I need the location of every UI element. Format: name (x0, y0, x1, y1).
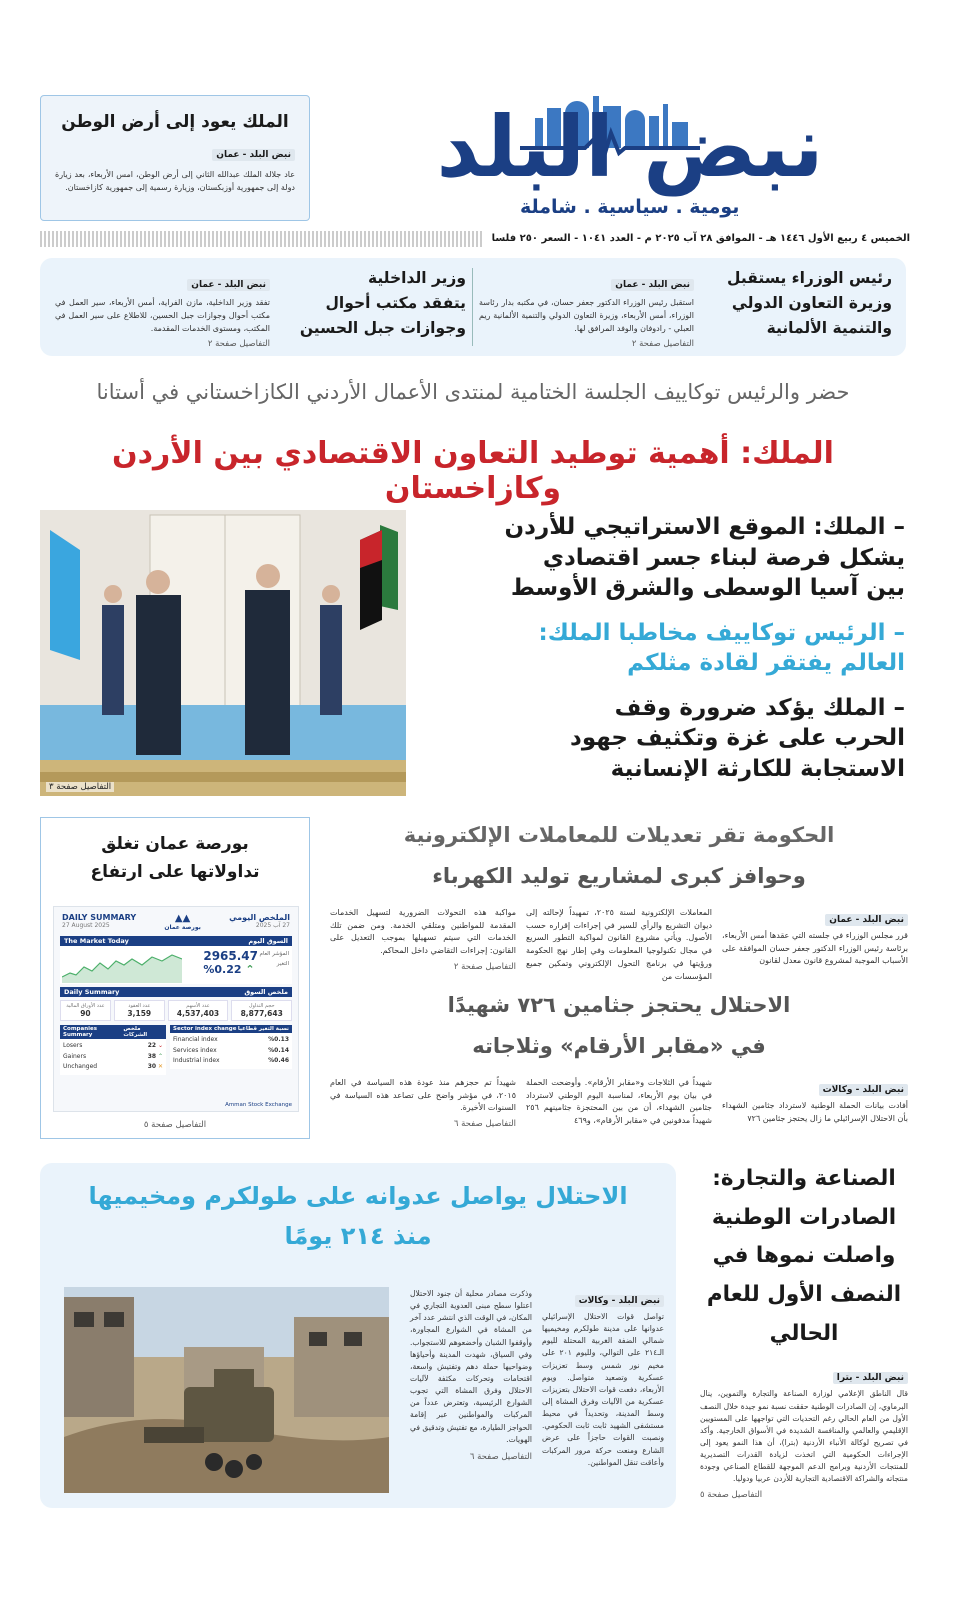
gov-col-3: مواكبة هذه التحولات الضرورية لتسهيل الخدمات المقدمة للمواطنين ومتلقي الخدمة. ومن ضمن تلك الخدمات التي سيتم تسهيلها بموجب التعديل على القانون: إجراءات التقاضي داخل المحاكم. (330, 907, 516, 956)
bodies-col-2: شهيداً في الثلاجات و«مقابر الأرقام». وأوضحت الحملة في بيان يوم الأربعاء، لمناسبة اليوم الوطني لاسترداد جثامين الشهداء، أن من بين المحتجزة جثامينهم ٢٥٦ شهيداً مدفونين في «مقابر الأرقام»، و٤٦٩ (526, 1077, 712, 1126)
source-tag: نبض البلد - وكالات (575, 1295, 664, 1307)
lead-headline[interactable]: الملك: أهمية توطيد التعاون الاقتصادي بين الأردن وكازاخستان (112, 436, 834, 506)
source-tag: نبض البلد - عمان (187, 279, 270, 291)
bullet-line: العالم يفتقر لقادة مثلكم (627, 650, 905, 677)
bullet-line: الاستجابة للكارثة الإنسانية (610, 756, 905, 783)
industry-more[interactable]: التفاصيل صفحة ٥ (700, 1489, 763, 1500)
stat-label: حجم التداول (248, 1003, 275, 1009)
top-stories-box (40, 258, 906, 356)
companies-en: Companies Summary (63, 1026, 97, 1038)
gov-title-2: وحوافز كبرى لمشاريع توليد الكهرباء (432, 863, 806, 888)
gov-more[interactable]: التفاصيل صفحة ٢ (453, 962, 516, 973)
unchanged-icon: ✕ (158, 1063, 164, 1070)
bullet-strategic[interactable] (427, 512, 905, 604)
story-interior-title-2: يتفقد مكتب أحوال (325, 293, 466, 312)
dateline: الخميس ٤ ربيع الأول ١٤٤٦ هـ - الموافق ٢٨ آب ٢٠٢٥ م - العدد ١٠٤١ - السعر ٢٥٠ فلسا (484, 231, 910, 247)
index-value: 2965.47 (203, 949, 258, 963)
stat-value: 4,537,403 (176, 1009, 220, 1018)
bodies-col-1: أفادت بيانات الحملة الوطنية لاسترداد جثامين الشهداء بأن الاحتلال الإسرائيلي ما زال يحتجز جثامين ٧٢٦ (722, 1100, 908, 1123)
up-arrow-icon: ⌃ (245, 963, 255, 976)
story-pm-title-3: والتنمية الألمانية (766, 318, 892, 337)
tulkarm-photo (64, 1287, 389, 1493)
bodies-story[interactable] (330, 985, 908, 1130)
stat-value: 90 (80, 1009, 91, 1018)
card-heading-ar: الملخص اليومي (229, 913, 290, 922)
source-tag: نبض البلد - عمان (825, 914, 908, 926)
companies-label: Gainers (63, 1052, 87, 1060)
bullet-line: الحرب على غزة وتكثيف جهود (570, 725, 905, 752)
bodies-more[interactable]: التفاصيل صفحة ٦ (453, 1119, 516, 1130)
industry-title-2: الصادرات الوطنية (711, 1204, 897, 1230)
sectors-en: Sector index change (173, 1026, 237, 1032)
bullet-line: – الرئيس توكاييف مخاطبا الملك: (538, 619, 905, 646)
up-arrow-icon: ⌃ (158, 1052, 164, 1060)
industry-title-1: الصناعة والتجارة: (712, 1166, 896, 1191)
companies-label: Unchanged (63, 1063, 98, 1070)
story-interior-body: تفقد وزير الداخلية، مازن الفراية، أمس الأربعاء، سير العمل في مكتب أحوال وجوازات جبل الحسين، للاطلاع على سير العمل في المكتب، ومستوى الخدمات المقدمة. (55, 298, 270, 333)
bodies-title-1: الاحتلال يحتجز جثامين ٧٢٦ شهيدًا (447, 993, 791, 1017)
exchange-name: بورصة عمان (164, 924, 201, 931)
lead-photo (40, 510, 406, 796)
summary-en: Daily Summary (64, 988, 120, 996)
card-date-en: 27 August 2025 (62, 922, 110, 929)
story-interior[interactable] (52, 266, 466, 352)
divider (472, 268, 473, 346)
companies-value: 38 (147, 1052, 157, 1060)
bullet-line: بين آسيا الوسطى والشرق الأوسط (510, 575, 905, 602)
industry-body: قال الناطق الإعلامي لوزارة الصناعة والتجارة والتموين، ينال البرماوي، إن الصادرات الوطنية حققت نسبة نمو جيدة خلال النصف الأول من العام الحالي رغم التحديات التي تواجهها على المستويين الإقليمي والعالمي والمنافسة الشديدة في الأسواق الخارجية. وأكد في تصريح لوكالة الأنباء الأردنية (بترا)، أن هذا النمو يعود إلى الإجراءات الحكومية التي اتخذت لزيادة القدرات التصديرية للمنتجات الأردنية وبرامج الدعم الموجهة للقطاع الصناعي وجودة منتجاته والشراكة الاقتصادية التجارية للأردن عربيا ودوليا. (700, 1389, 908, 1484)
source-tag: نبض البلد - بترا (833, 1372, 908, 1384)
tulkarm-col-2: وذكرت مصادر محلية أن جنود الاحتلال اعتلوا سطح مبنى العدوية التجاري في المكان، في الوقت الذي انتشر عدد آخر من المشاة في الشوارع المجاورة، وأوقفوا الشبان وأخضعوهم للاستجواب. وفي السياق، شهدت المدينة وأحياؤها وضواحيها حملة دهم وتفتيش واسعة، اقتحامات وتحركات مكثفة لآليات الاحتلال وفرق المشاة التي تجوب الشوارع الرئيسية، وتعترض عدداً من المركبات والمواطنين عبر إقامة الحواجز الطيارة، مع تفتيش وتدقيق في الهويات. (410, 1289, 532, 1444)
story-pm-more[interactable]: التفاصيل صفحة ٢ (631, 339, 694, 350)
industry-title-3: واصلت نموها في (712, 1243, 896, 1269)
sector-label: Services index (173, 1046, 217, 1054)
stat-label: عدد الأسهم (186, 1003, 210, 1009)
bullet-line: يشكل فرصة لبناء جسر اقتصادي (542, 544, 905, 571)
card-date-ar: 27 آب 2025 (255, 922, 290, 929)
story-pm-title-1: رئيس الوزراء يستقبل (727, 269, 892, 287)
companies-value: 22 (147, 1042, 157, 1049)
tagline: يومية . سياسية . شاملة (520, 196, 740, 218)
tulkarm-box (40, 1163, 676, 1508)
bulldozer-ruins-illustration (64, 1287, 389, 1493)
tulkarm-title-1[interactable]: الاحتلال يواصل عدوانه على طولكرم ومخيميها (88, 1182, 628, 1210)
bullet-line: – الملك: الموقع الاستراتيجي للأردن (504, 514, 905, 540)
gov-title-1: الحكومة تقر تعديلات للمعاملات الإلكترونية (403, 823, 835, 847)
story-interior-title-1: وزير الداخلية (367, 269, 466, 287)
sector-label: Industrial index (173, 1057, 220, 1064)
gov-col-1: قرر مجلس الوزراء في جلسته التي عقدها أمس الأربعاء، برئاسة رئيس الوزراء الدكتور جعفر حسان الموافقة على الأسباب الموجبة لمشروع قانون معدل لقانون (722, 930, 908, 966)
bullet-gaza[interactable] (427, 693, 905, 785)
bourse-box (40, 817, 310, 1139)
stat-label: عدد العقود (128, 1003, 151, 1009)
bodies-col-3: شهيداً تم حجزهم منذ عودة هذه السياسة في العام ٢٠١٥، في مؤشر واضح على تصاعد هذه السياسة في السنوات الأخيرة. (330, 1077, 516, 1113)
story-pm-body: استقبل رئيس الوزراء الدكتور جعفر حسان، في مكتبه بدار رئاسة الوزراء، أمس الأربعاء، وزيرة التعاون الدولي والتنمية الألمانية ريم العبلي - رادوفان والوفد المرافق لها. (479, 298, 694, 333)
tulkarm-more[interactable]: التفاصيل صفحة ٦ (469, 1451, 532, 1462)
sectors-ar: نسبة التغير قطاعيا (237, 1026, 289, 1032)
companies-label: Losers (63, 1042, 83, 1049)
industry-title-5: الحالي (769, 1320, 839, 1346)
logo-text: نبض البلد (436, 98, 824, 196)
companies-ar: ملخص الشركات (123, 1026, 148, 1038)
bodies-title-2: في «مقابر الأرقام» وثلاجاته (472, 1033, 766, 1058)
top-left-news-box (40, 95, 310, 221)
sector-value: %0.13 (268, 1036, 289, 1043)
gov-story[interactable] (330, 815, 908, 981)
change-label: التغير (276, 960, 289, 967)
top-left-title[interactable]: الملك يعود إلى أرض الوطن (61, 112, 289, 132)
index-label: المؤشر العام (259, 951, 289, 957)
leaders-photo-illustration (40, 510, 406, 796)
card-heading-en: DAILY SUMMARY (62, 913, 137, 922)
down-arrow-icon: ⌄ (158, 1042, 164, 1049)
bullet-line: – الملك يؤكد ضرورة وقف (614, 694, 905, 721)
lead-bullets (427, 512, 905, 785)
card-footer: Amman Stock Exchange (225, 1102, 292, 1108)
source-tag: نبض البلد - وكالات (819, 1084, 908, 1096)
story-pm[interactable] (472, 266, 892, 352)
lead-photo-more[interactable]: التفاصيل صفحة ٣ (46, 782, 114, 792)
sector-label: Financial index (173, 1036, 218, 1043)
lead-kicker: حضر والرئيس توكاييف الجلسة الختامية لمنتدى الأعمال الأردني الكازاخستاني في أستانا (96, 380, 850, 404)
companies-value: 30 (147, 1063, 157, 1070)
bullet-tokayev[interactable] (427, 618, 905, 679)
gov-col-2: المعاملات الإلكترونية لسنة ٢٠٢٥، تمهيداً لإحالته إلى ديوان التشريع والرأي للسير في إجراءات إقراره حسب الأصول. ويأتي مشروع القانون لمواكبة التطور السريع في مجال تكنولوجيا المعلومات وفي إطار نهج الحكومة ورؤيتها في برنامج التحول الإلكتروني وتمكين جميع المؤسسات من (526, 907, 713, 981)
industry-story[interactable] (700, 1160, 908, 1510)
bourse-summary-card (53, 906, 299, 1112)
tulkarm-title-2[interactable]: منذ ٢١٤ يومًا (284, 1221, 432, 1250)
source-tag: نبض البلد - عمان (212, 149, 295, 161)
story-interior-more[interactable]: التفاصيل صفحة ٢ (207, 339, 270, 350)
source-tag: نبض البلد - عمان (611, 279, 694, 291)
top-left-body: عاد جلالة الملك عبدالله الثاني إلى أرض الوطن، امس الأربعاء، بعد زيارة دولة إلى جمهورية أوزبكستان، وزيارة رسمية إلى جمهورية كازاخستان. (55, 170, 295, 192)
market-sparkline (62, 947, 182, 983)
summary-ar: ملخص السوق (244, 988, 288, 996)
story-pm-title-2: وزيرة التعاون الدولي (731, 293, 892, 312)
bourse-more[interactable]: التفاصيل صفحة ٥ (143, 1120, 207, 1130)
stat-label: عدد الأوراق المالية (66, 1003, 105, 1009)
bourse-title-2[interactable]: تداولاتها على ارتفاع (90, 862, 260, 883)
masthead (340, 78, 920, 228)
sector-value: %0.14 (268, 1046, 289, 1054)
bourse-title-1[interactable]: بورصة عمان تغلق (101, 834, 249, 854)
index-change: %0.22 (203, 963, 242, 976)
market-today-ar: السوق اليوم (248, 937, 288, 945)
market-today-en: The Market Today (64, 937, 129, 945)
story-interior-title-3: وجوازات جبل الحسين (299, 318, 466, 337)
industry-title-4: النصف الأول للعام (706, 1282, 902, 1308)
bull-icon: ▲▲ (174, 913, 191, 924)
sector-value: %0.46 (268, 1057, 289, 1064)
tulkarm-col-1: تواصل قوات الاحتلال الإسرائيلي عدوانها على مدينة طولكرم ومخيميها شمالي الضفة الغربية المحتلة لليوم الـ٢١٤ على التوالي، ولليوم ٢٠١ على مخيم نور شمس وسط تعزيزات عسكرية وتصعيد متواصل. ويوم الأربعاء، دفعت قوات الاحتلال بتعزيزات عسكرية من الآليات وفرق المشاة إلى وسط المدينة، وتحديداً في محيط مستشفى الشهيد ثابت ثابت الحكومي. ونصبت القوات حاجزاً على عرض الشارع ومنعت حركة مرور المركبات وأعاقت تنقل المواطنين. (542, 1312, 664, 1467)
dateline-bar (40, 231, 910, 247)
stat-value: 3,159 (127, 1009, 152, 1018)
stat-value: 8,877,643 (240, 1009, 283, 1018)
